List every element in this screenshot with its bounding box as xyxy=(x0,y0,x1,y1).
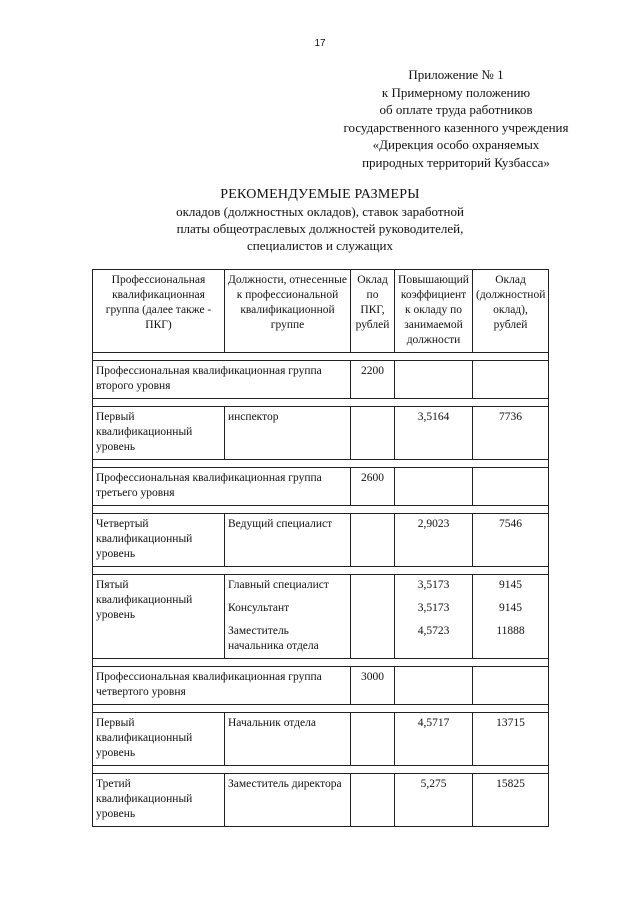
salary: 9145 xyxy=(499,579,522,591)
group-name: Профессиональная квалификационная группа четвертого уровня xyxy=(93,667,351,705)
coefficient: 5,275 xyxy=(395,774,473,827)
group-salary: 2200 xyxy=(351,361,395,399)
position-name: Начальник отдела xyxy=(225,713,351,766)
appendix-line: Приложение № 1 xyxy=(408,67,504,82)
table-gap xyxy=(93,353,549,361)
position-name: инспектор xyxy=(225,407,351,460)
appendix-header xyxy=(320,66,592,171)
salary: 15825 xyxy=(473,774,549,827)
document-heading xyxy=(120,186,520,254)
table-gap xyxy=(93,766,549,774)
document-title: РЕКОМЕНДУЕМЫЕ РАЗМЕРЫ xyxy=(220,187,420,202)
coefficient: 3,5173 xyxy=(417,579,450,591)
coefficient: 3,5164 xyxy=(395,407,473,460)
position-name: Главный специалист xyxy=(228,579,329,591)
appendix-line: к Примерному положению xyxy=(381,84,531,100)
level-name: Четвертый квалификационный уровень xyxy=(93,514,225,567)
table-gap xyxy=(93,460,549,468)
table-header-row xyxy=(93,270,549,353)
coefficient: 4,5723 xyxy=(417,625,450,637)
appendix-line: «Дирекция особо охраняемых xyxy=(372,137,540,152)
table-row xyxy=(93,667,549,705)
table-gap xyxy=(93,506,549,514)
heading-line: платы общеотраслевых должностей руководителей, xyxy=(176,221,464,236)
table-row xyxy=(93,468,549,506)
table-gap xyxy=(93,705,549,713)
position-name: Заместитель директора xyxy=(225,774,351,827)
level-name: Первый квалификационный уровень xyxy=(93,407,225,460)
table-row xyxy=(93,575,549,659)
header-positions: Должности, отнесенные к профессиональной квалификационной группе xyxy=(225,270,351,353)
coefficient: 3,5173 xyxy=(417,602,450,614)
salary: 7736 xyxy=(473,407,549,460)
appendix-line: об оплате труда работников xyxy=(379,102,533,117)
header-salary: Оклад (должностной оклад), рублей xyxy=(473,270,549,353)
table-row xyxy=(93,774,549,827)
appendix-line: природных территорий Кузбасса» xyxy=(362,154,550,170)
position-name: Заместитель начальника отдела xyxy=(228,625,319,652)
coefficient: 4,5717 xyxy=(395,713,473,766)
header-pkg: Профессиональная квалификационная группа (далее также - ПКГ) xyxy=(93,270,225,353)
level-name: Пятый квалификационный уровень xyxy=(93,575,225,659)
table-row xyxy=(93,713,549,766)
table-gap xyxy=(93,567,549,575)
salary-table xyxy=(92,269,549,827)
group-name: Профессиональная квалификационная группа второго уровня xyxy=(93,361,351,399)
group-name: Профессиональная квалификационная группа третьего уровня xyxy=(93,468,351,506)
group-salary: 2600 xyxy=(351,468,395,506)
salary: 7546 xyxy=(473,514,549,567)
level-name: Первый квалификационный уровень xyxy=(93,713,225,766)
table-gap xyxy=(93,659,549,667)
table-row xyxy=(93,361,549,399)
level-name: Третий квалификационный уровень xyxy=(93,774,225,827)
table-gap xyxy=(93,399,549,407)
salary: 9145 xyxy=(499,602,522,614)
appendix-line: государственного казенного учреждения xyxy=(343,119,569,135)
header-base-salary: Оклад по ПКГ, рублей xyxy=(351,270,395,353)
group-salary: 3000 xyxy=(351,667,395,705)
page-number: 17 xyxy=(314,38,326,49)
table-row xyxy=(93,514,549,567)
heading-line: специалистов и служащих xyxy=(247,238,393,253)
salary: 13715 xyxy=(473,713,549,766)
salary: 11888 xyxy=(496,625,525,637)
position-name: Консультант xyxy=(228,602,290,614)
header-coefficient: Повышающий коэффициент к окладу по занимаемой должности xyxy=(395,270,473,353)
table-row xyxy=(93,407,549,460)
position-name: Ведущий специалист xyxy=(225,514,351,567)
heading-line: окладов (должностных окладов), ставок заработной xyxy=(176,204,464,219)
coefficient: 2,9023 xyxy=(395,514,473,567)
